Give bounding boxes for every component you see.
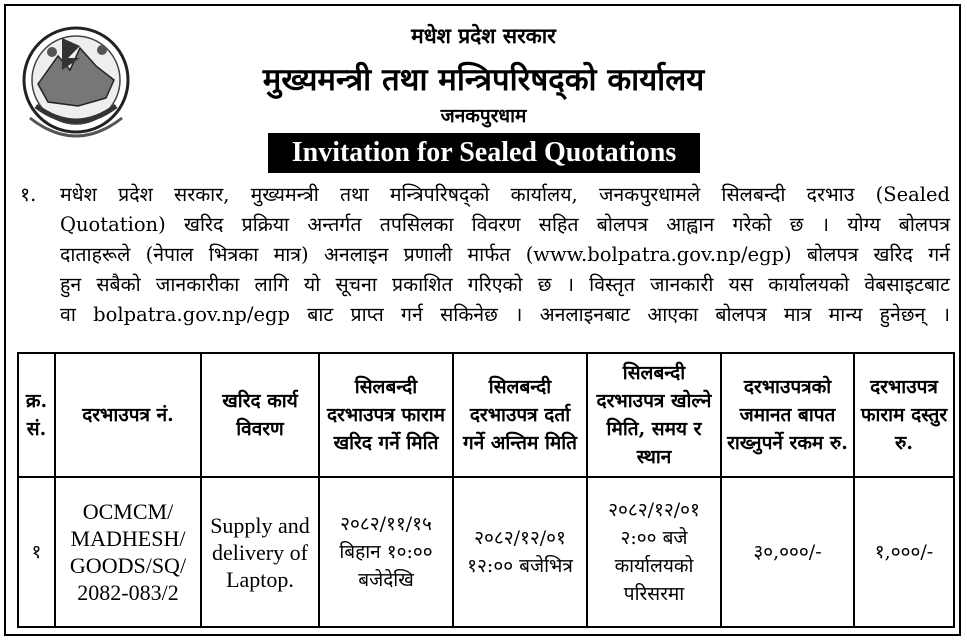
cell-opening: २०८२/१२/०१ २:०० बजे कार्यालयको परिसरमा [587,477,721,627]
office-location: जनकपुरधाम [440,105,527,127]
paragraph-line: Quotation) खरिद प्रक्रिया अन्तर्गत तपसिलका विवरण सहित बोलपत्र आह्वान गरेको छ । योग्य बोलपत्र [60,213,950,236]
paragraph-line: हुन सबैको जानकारीका लागि यो सूचना प्रकाशित गरिएको छ । विस्तृत जानकारी यस कार्यालयको वेबसाइटबाट [60,273,950,296]
header-serial: क्र. सं. [18,353,55,477]
header-opening: सिलबन्दी दरभाउपत्र खोल्ने मिति, समय र स्थान [587,353,721,477]
office-name: मुख्यमन्त्री तथा मन्त्रिपरिषद्को कार्यालय [262,62,705,98]
notice-paragraph [20,180,950,330]
paragraph-line: मधेश प्रदेश सरकार, मुख्यमन्त्री तथा मन्त्रिपरिषद्को कार्यालय, जनकपुरधामले सिलबन्दी दरभाउ (Sealed [60,183,950,206]
cell-quotation-no: OCMCM/ MADHESH/ GOODS/SQ/ 2082-083/2 [55,477,201,627]
paragraph-line: वा bolpatra.gov.np/egp बाट प्राप्त गर्न सकिनेछ । अनलाइनबाट आएका बोलपत्र मात्र मान्य हुनेछन् । [60,303,950,326]
cell-purchase-date: २०८२/११/१५ बिहान १०:०० बजेदेखि [319,477,453,627]
header-form-fee: दरभाउपत्र फाराम दस्तुर रु. [854,353,954,477]
header-description: खरिद कार्य विवरण [201,353,319,477]
header-quotation-no: दरभाउपत्र नं. [55,353,201,477]
cell-description: Supply and delivery of Laptop. [201,477,319,627]
header-purchase-date: सिलबन्दी दरभाउपत्र फाराम खरिद गर्ने मिति [319,353,453,477]
cell-security-amount: ३०,०००/- [721,477,854,627]
province-government: मधेश प्रदेश सरकार [411,23,556,48]
table-row [18,477,954,627]
header-security-amount: दरभाउपत्रको जमानत बापत राख्नुपर्ने रकम रु. [721,353,854,477]
paragraph-line: दाताहरूले (नेपाल भित्रका मात्र) अनलाइन प्रणाली मार्फत (www.bolpatra.gov.np/egp) बोलपत्र खरिद गर्न [60,243,950,266]
table-header-row [18,353,954,477]
header-register-deadline: सिलबन्दी दरभाउपत्र दर्ता गर्ने अन्तिम मिति [453,353,587,477]
quotation-table [17,352,955,628]
notice-title: Invitation for Sealed Quotations [268,133,700,173]
paragraph-number: १. [20,183,37,206]
cell-form-fee: १,०००/- [854,477,954,627]
cell-register-deadline: २०८२/१२/०१ १२:०० बजेभित्र [453,477,587,627]
cell-serial: १ [18,477,55,627]
